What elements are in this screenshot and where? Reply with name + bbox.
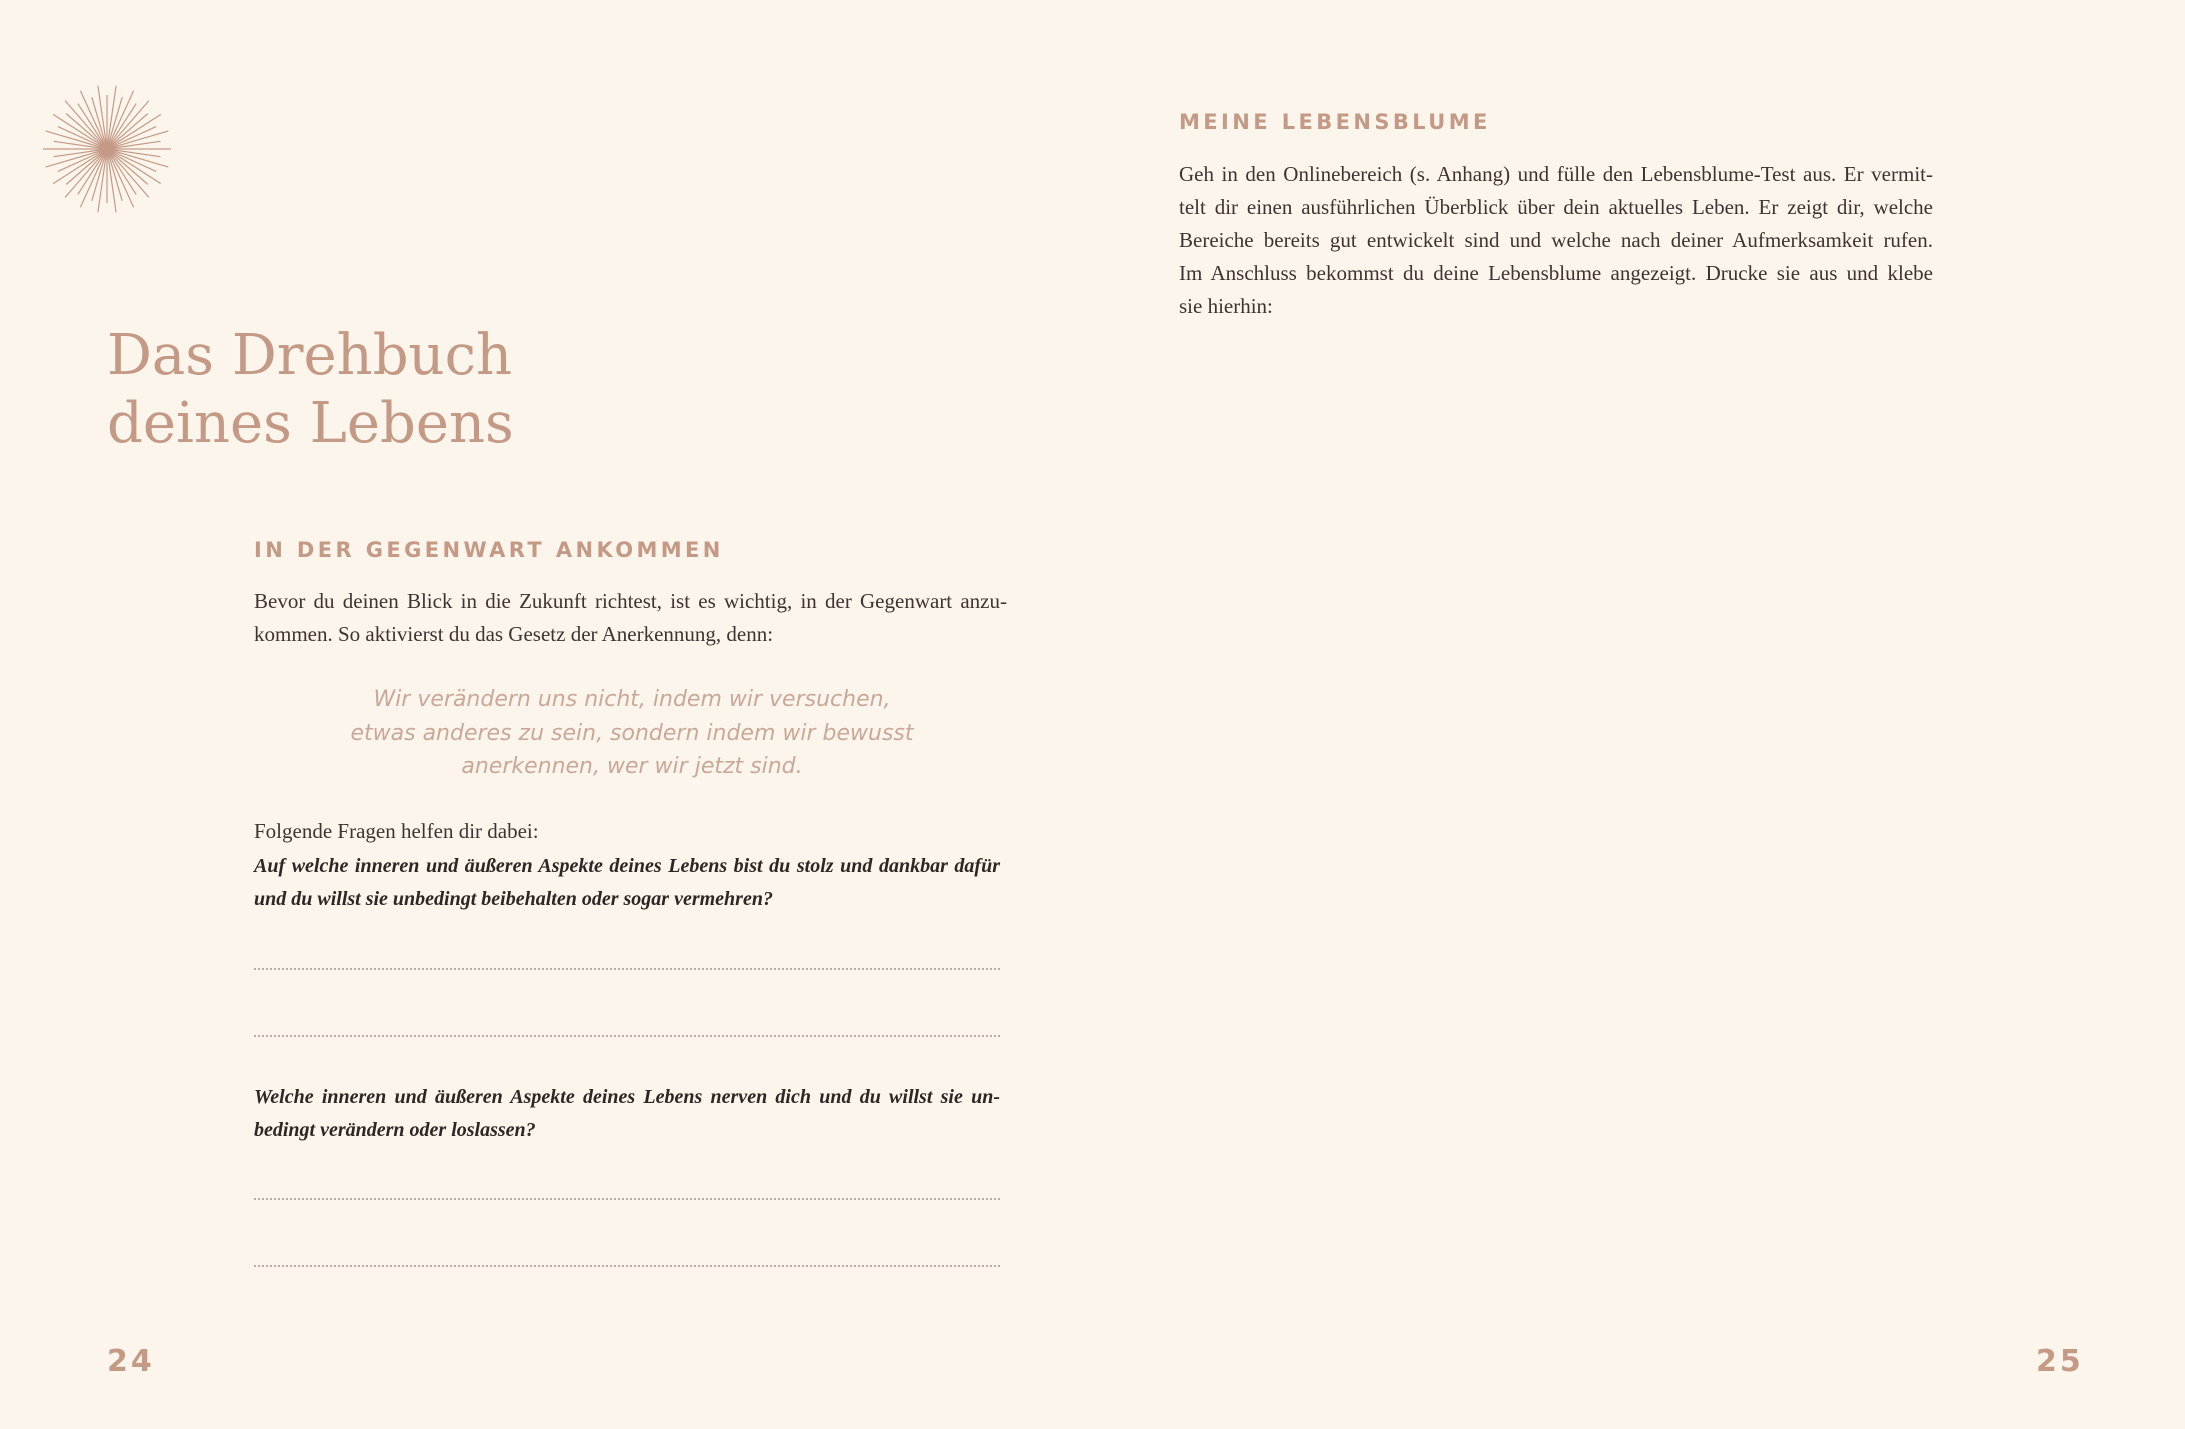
lebensblume-line-1: Geh in den Onlinebereich (s. Anhang) und fülle den Lebensblume-Test aus. Er vermit- [1179,162,1933,186]
quote-line-2: etwas anderes zu sein, sondern indem wir bewusst [350,720,914,746]
questions-intro: Folgende Fragen helfen dir dabei: [254,819,539,843]
answer-line-1b[interactable] [254,1035,1000,1037]
quote [254,683,1010,784]
question-2-line-2: bedingt verändern oder loslassen? [254,1119,536,1141]
intro-line-2: kommen. So aktivierst du das Gesetz der Anerkennung, denn: [254,622,774,646]
chapter-title [107,322,514,458]
lebensblume-line-5: sie hierhin: [1179,294,1273,318]
answer-line-2b[interactable] [254,1265,1000,1267]
chapter-title-line-2: deines Lebens [107,391,514,456]
intro-paragraph [254,585,1007,651]
question-2 [254,1081,1000,1147]
section-heading-present: IN DER GEGENWART ANKOMMEN [254,538,724,562]
chapter-title-line-1: Das Drehbuch [107,323,513,388]
question-1-line-1: Auf welche inneren und äußeren Aspekte deines Lebens bist du stolz und dankbar dafür [254,855,1000,877]
quote-line-3: anerkennen, wer wir jetzt sind. [461,754,803,779]
lebensblume-line-2: telt dir einen ausführlichen Überblick über dein aktuelles Leben. Er zeigt dir, welche [1179,195,1933,219]
starburst-icon [40,82,174,216]
lebensblume-line-4: Im Anschluss bekommst du deine Lebensblume angezeigt. Drucke sie aus und klebe [1179,261,1933,285]
question-2-line-1: Welche inneren und äußeren Aspekte deines Lebens nerven dich und du willst sie un- [254,1086,1000,1108]
lebensblume-line-3: Bereiche bereits gut entwickelt sind und welche nach deiner Aufmerksamkeit rufen. [1179,228,1933,252]
page-number-left: 24 [107,1344,155,1379]
question-1 [254,850,1000,916]
question-1-line-2: und du willst sie unbedingt beibehalten oder sogar vermehren? [254,888,773,910]
answer-line-2a[interactable] [254,1198,1000,1200]
intro-line-1: Bevor du deinen Blick in die Zukunft richtest, ist es wichtig, in der Gegenwart anzu- [254,589,1007,613]
answer-line-1a[interactable] [254,968,1000,970]
page-number-right: 25 [2036,1344,2084,1379]
lebensblume-paragraph [1179,158,1933,323]
quote-line-1: Wir verändern uns nicht, indem wir versuchen, [373,687,891,712]
section-heading-lebensblume: MEINE LEBENSBLUME [1179,110,1491,134]
